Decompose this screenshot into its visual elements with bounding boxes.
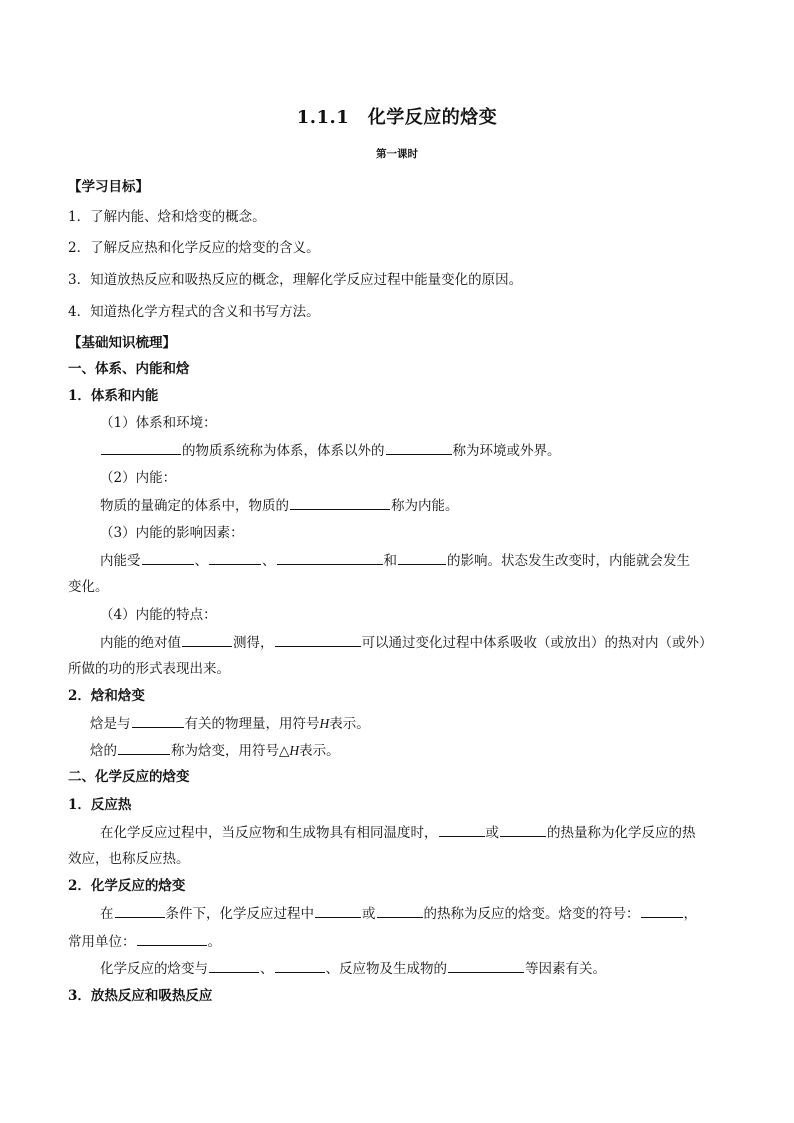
subsection-heading: 2．焓和焓变	[68, 688, 145, 704]
answer-blank[interactable]	[448, 958, 524, 973]
answer-blank[interactable]	[377, 903, 423, 918]
answer-blank[interactable]	[132, 713, 184, 728]
answer-blank[interactable]	[439, 822, 485, 837]
item-label: （3）内能的影响因素：	[100, 525, 244, 541]
fill-in-line: 常用单位： 。	[68, 931, 221, 952]
item-label: （4）内能的特点：	[100, 607, 217, 623]
answer-blank[interactable]	[115, 903, 165, 918]
answer-blank[interactable]	[137, 931, 207, 946]
answer-blank[interactable]	[118, 740, 170, 755]
answer-blank[interactable]	[290, 495, 390, 510]
paragraph-line: 变化。	[68, 579, 109, 595]
answer-blank[interactable]	[101, 440, 181, 455]
basics-heading: 【基础知识梳理】	[68, 335, 176, 351]
answer-blank[interactable]	[142, 550, 194, 565]
objective-item: 3．知道放热反应和吸热反应的概念，理解化学反应过程中能量变化的原因。	[68, 272, 523, 288]
answer-blank[interactable]	[386, 440, 452, 455]
answer-blank[interactable]	[275, 958, 325, 973]
subsection-heading: 1．反应热	[68, 797, 132, 813]
section-heading: 二、化学反应的焓变	[68, 769, 190, 785]
objective-item: 2．了解反应热和化学反应的焓变的含义。	[68, 240, 320, 256]
paragraph-line: 所做的功的形式表现出来。	[68, 661, 230, 677]
answer-blank[interactable]	[182, 632, 232, 647]
subsection-heading: 2．化学反应的焓变	[68, 878, 186, 894]
objective-item: 1．了解内能、焓和焓变的概念。	[68, 209, 266, 225]
subsection-heading: 1．体系和内能	[68, 388, 159, 404]
answer-blank[interactable]	[277, 550, 383, 565]
section-heading: 一、体系、内能和焓	[68, 361, 190, 377]
fill-in-line: 在化学反应过程中，当反应物和生成物具有相同温度时， 或 的热量称为化学反应的热	[100, 822, 696, 843]
objective-item: 4．知道热化学方程式的含义和书写方法。	[68, 304, 320, 320]
answer-blank[interactable]	[641, 903, 683, 918]
paragraph-line: 效应，也称反应热。	[68, 851, 190, 867]
item-label: （1）体系和环境：	[100, 415, 217, 431]
answer-blank[interactable]	[500, 822, 546, 837]
fill-in-line: 物质的量确定的体系中，物质的 称为内能。	[100, 495, 459, 516]
fill-in-line: 在 条件下，化学反应过程中 或 的热称为反应的焓变。焓变的符号： ，	[100, 903, 697, 924]
fill-in-line: 焓的 称为焓变，用符号△H表示。	[90, 740, 340, 761]
subsection-heading: 3．放热反应和吸热反应	[68, 988, 213, 1004]
page-subtitle: 第一课时	[376, 148, 418, 160]
item-label: （2）内能：	[100, 470, 177, 486]
answer-blank[interactable]	[398, 550, 446, 565]
fill-in-line: 化学反应的焓变与 、 、反应物及生成物的 等因素有关。	[100, 958, 606, 979]
enthalpy-symbol: H	[289, 743, 300, 758]
answer-blank[interactable]	[275, 632, 361, 647]
fill-in-line: 内能受 、 、 和 的影响。状态发生改变时，内能就会发生	[100, 550, 690, 571]
fill-in-line: 内能的绝对值 测得， 可以通过变化过程中体系吸收（或放出）的热对内（或外）	[100, 632, 713, 653]
answer-blank[interactable]	[315, 903, 361, 918]
enthalpy-symbol: H	[319, 716, 330, 731]
answer-blank[interactable]	[209, 958, 259, 973]
answer-blank[interactable]	[209, 550, 261, 565]
fill-in-line: 焓是与 有关的物理量，用符号H表示。	[90, 713, 370, 734]
page-title: 1.1.1 化学反应的焓变	[296, 107, 498, 128]
objectives-heading: 【学习目标】	[68, 179, 149, 195]
fill-in-line: 的物质系统称为体系，体系以外的 称为环境或外界。	[100, 440, 561, 461]
